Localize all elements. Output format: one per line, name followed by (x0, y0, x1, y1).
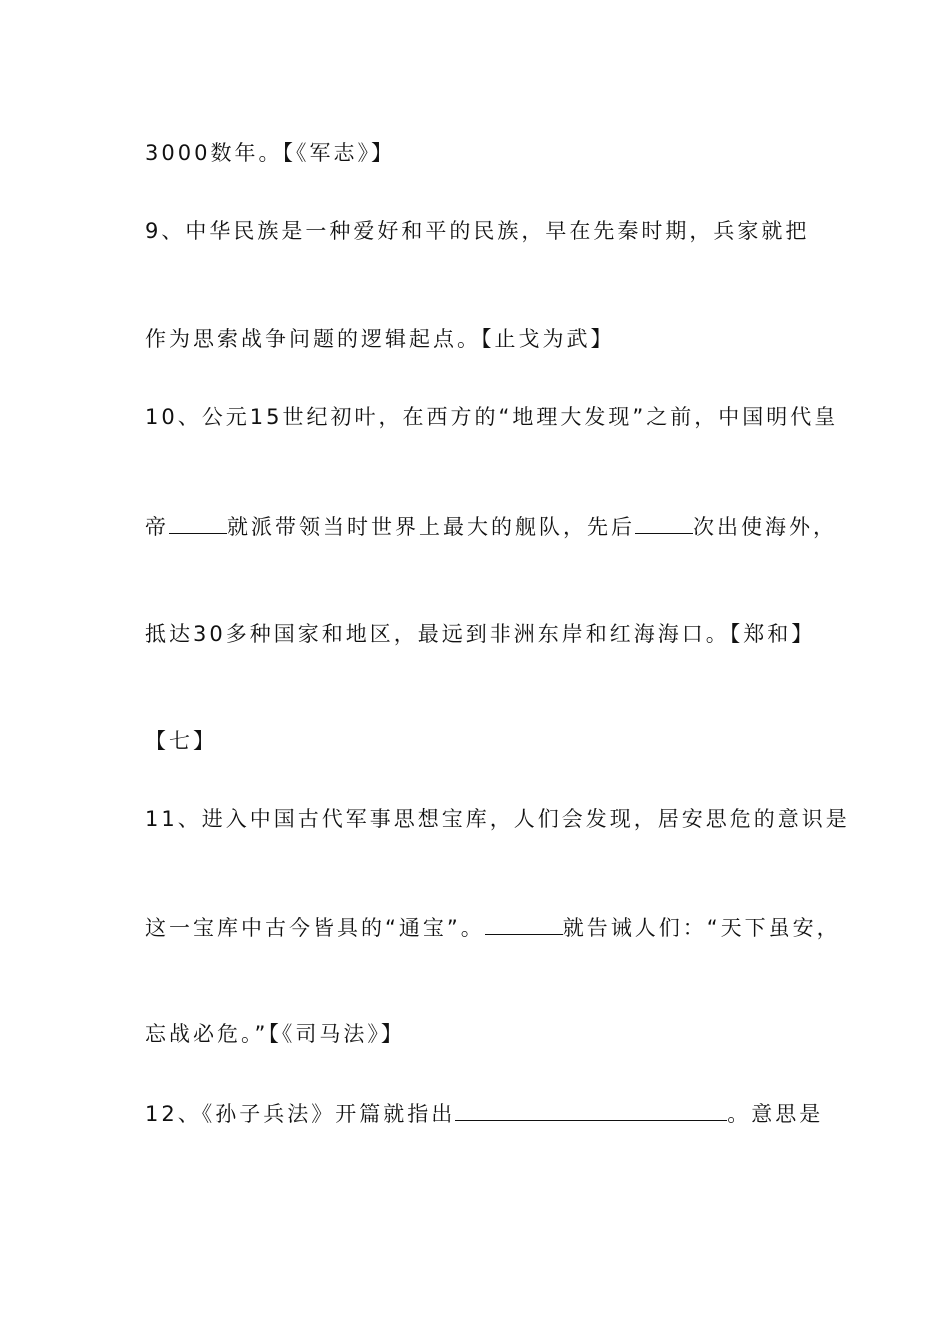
question-9-line-2: 作为思索战争问题的逻辑起点。【止戈为武】 (145, 327, 615, 351)
text-line-1: 3000数年。【《军志》】 (145, 141, 395, 165)
answer-blank (455, 1100, 727, 1121)
answer-blank (635, 513, 693, 534)
answer-blank (485, 914, 563, 935)
question-11-text-a: 这一宝库中古今皆具的“通宝”。 (145, 916, 485, 940)
question-10-line-3: 抵达30多种国家和地区，最远到非洲东岸和红海海口。【郑和】 (145, 622, 816, 646)
answer-blank (169, 513, 227, 534)
question-11-line-3: 忘战必危。”【《司马法》】 (145, 1022, 405, 1046)
question-10-text-c: 次出使海外， (693, 515, 837, 539)
question-10-text-a: 帝 (145, 515, 169, 539)
question-11-line-1: 11、进入中国古代军事思想宝库，人们会发现，居安思危的意识是 (145, 807, 850, 831)
question-12-text-a: 12、《孙子兵法》开篇就指出 (145, 1102, 456, 1126)
question-10-text-b: 就派带领当时世界上最大的舰队，先后 (227, 515, 635, 539)
question-12-text-b: 。意思是 (727, 1102, 824, 1126)
question-11-text-b: 就告诫人们：“天下虽安， (562, 916, 841, 940)
question-11-line-2 (145, 914, 841, 941)
section-heading: 【七】 (145, 729, 217, 753)
question-9-line-1: 9、中华民族是一种爱好和平的民族，早在先秦时期，兵家就把 (145, 219, 810, 243)
question-10-line-1: 10、公元15世纪初叶，在西方的“地理大发现”之前，中国明代皇 (145, 405, 839, 429)
question-12-line-1 (145, 1100, 823, 1127)
question-10-line-2 (145, 513, 837, 540)
